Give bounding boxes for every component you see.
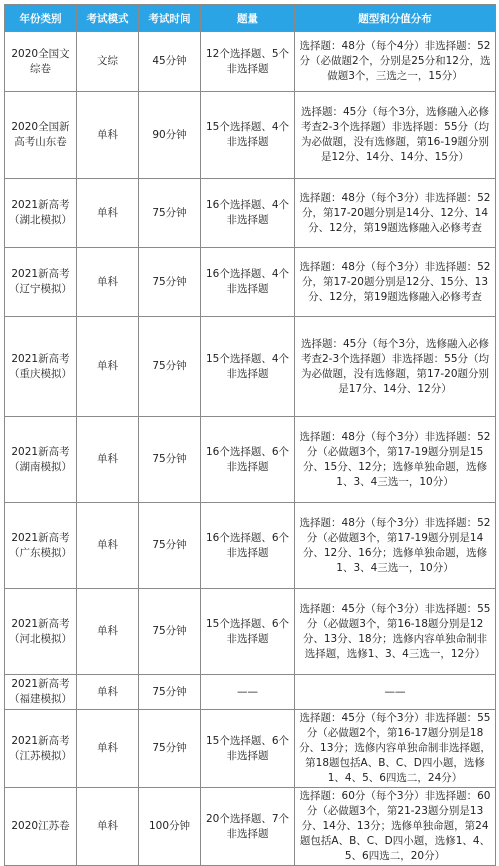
table-row [5, 92, 496, 179]
mode-cell: 文综 [77, 32, 139, 92]
time-cell: 75分钟 [139, 503, 201, 589]
distribution-cell: 选择题：45分（每个3分）非选择题：55分（必做题3个，第16-18题分别是12分、13分、18分；选修内容单独命制非选择题，选修1、3、4三选一，12分） [295, 589, 496, 675]
mode-cell: 单科 [77, 248, 139, 317]
mode-cell: 单科 [77, 589, 139, 675]
count-cell: —— [201, 675, 295, 710]
count-cell: 16个选择题、4个非选择题 [201, 248, 295, 317]
year-cell: 2021新高考（重庆模拟） [5, 317, 77, 417]
year-cell: 2021新高考（江苏模拟） [5, 710, 77, 788]
time-cell: 100分钟 [139, 788, 201, 866]
table-row [5, 417, 496, 503]
distribution-cell: 选择题：48分（每个3分）非选择题：52分（必做题3个，第17-19题分别是14分、12分、16分；选修单独命题，选修1、3、4三选一，10分） [295, 503, 496, 589]
distribution-cell: 选择题：48分（每个3分）非选择题：52分，第17-20题分别是12分、15分、13分、12分，第19题选修融入必修考查 [295, 248, 496, 317]
time-cell: 75分钟 [139, 179, 201, 248]
time-cell: 75分钟 [139, 248, 201, 317]
distribution-cell: 选择题：45分（每个3分，选修融入必修考查2-3个选择题）非选择题：55分（均为必做题，没有选修题，第17-20题分别是17分、14分、12分） [295, 317, 496, 417]
year-cell: 2021新高考（湖北模拟） [5, 179, 77, 248]
time-cell: 75分钟 [139, 675, 201, 710]
table-row [5, 248, 496, 317]
year-cell: 2021新高考（福建模拟） [5, 675, 77, 710]
table-row [5, 589, 496, 675]
exam-format-table [4, 4, 496, 866]
count-cell: 15个选择题、6个非选择题 [201, 589, 295, 675]
count-cell: 16个选择题、6个非选择题 [201, 503, 295, 589]
header-exam-time: 考试时间 [139, 5, 201, 32]
header-exam-mode: 考试模式 [77, 5, 139, 32]
time-cell: 75分钟 [139, 317, 201, 417]
distribution-cell: —— [295, 675, 496, 710]
year-cell: 2021新高考（辽宁模拟） [5, 248, 77, 317]
header-question-count: 题量 [201, 5, 295, 32]
table-row [5, 675, 496, 710]
mode-cell: 单科 [77, 503, 139, 589]
exam-table-container [4, 4, 495, 866]
count-cell: 16个选择题、6个非选择题 [201, 417, 295, 503]
time-cell: 75分钟 [139, 589, 201, 675]
distribution-cell: 选择题：45分（每个3分，选修融入必修考查2-3个选择题）非选择题：55分（均为必做题，没有选修题，第16-19题分别是12分、14分、14分、15分） [295, 92, 496, 179]
count-cell: 15个选择题、4个非选择题 [201, 317, 295, 417]
table-row [5, 317, 496, 417]
time-cell: 45分钟 [139, 32, 201, 92]
year-cell: 2021新高考（湖南模拟） [5, 417, 77, 503]
mode-cell: 单科 [77, 179, 139, 248]
year-cell: 2021新高考（广东模拟） [5, 503, 77, 589]
distribution-cell: 选择题：45分（每个3分）非选择题：55分（必做题2个，第16-17题分别是18分、13分；选修内容单独命制非选择题，第18题包括A、B、C、D四小题，选修1、4、5、6四选二，24分） [295, 710, 496, 788]
table-row [5, 179, 496, 248]
table-row [5, 788, 496, 866]
count-cell: 20个选择题、7个非选择题 [201, 788, 295, 866]
time-cell: 90分钟 [139, 92, 201, 179]
year-cell: 2021新高考（河北模拟） [5, 589, 77, 675]
year-cell: 2020全国新高考山东卷 [5, 92, 77, 179]
distribution-cell: 选择题：48分（每个3分）非选择题：52分，第17-20题分别是14分、12分、14分、12分，第19题选修融入必修考查 [295, 179, 496, 248]
header-year-category: 年份类别 [5, 5, 77, 32]
count-cell: 12个选择题、5个非选择题 [201, 32, 295, 92]
mode-cell: 单科 [77, 788, 139, 866]
table-row [5, 32, 496, 92]
time-cell: 75分钟 [139, 710, 201, 788]
header-row [5, 5, 496, 32]
count-cell: 16个选择题、4个非选择题 [201, 179, 295, 248]
time-cell: 75分钟 [139, 417, 201, 503]
mode-cell: 单科 [77, 710, 139, 788]
year-cell: 2020全国文综卷 [5, 32, 77, 92]
distribution-cell: 选择题：48分（每个4分）非选择题：52分（必做题2个，分别是25分和12分，选做题3个，三选之一，15分） [295, 32, 496, 92]
distribution-cell: 选择题：60分（每个3分）非选择题：60分（必做题3个，第21-23题分别是13分、14分、13分；选修单独命题，第24题包括A、B、C、D四小题，选修1、4、5、6四选二，20分） [295, 788, 496, 866]
count-cell: 15个选择题、6个非选择题 [201, 710, 295, 788]
mode-cell: 单科 [77, 417, 139, 503]
year-cell: 2020江苏卷 [5, 788, 77, 866]
table-row [5, 710, 496, 788]
header-score-distribution: 题型和分值分布 [295, 5, 496, 32]
mode-cell: 单科 [77, 92, 139, 179]
mode-cell: 单科 [77, 675, 139, 710]
table-row [5, 503, 496, 589]
count-cell: 15个选择题、4个非选择题 [201, 92, 295, 179]
mode-cell: 单科 [77, 317, 139, 417]
distribution-cell: 选择题：48分（每个3分）非选择题：52分（必做题3个，第17-19题分别是15分、15分、12分；选修单独命题，选修1、3、4三选一，10分） [295, 417, 496, 503]
